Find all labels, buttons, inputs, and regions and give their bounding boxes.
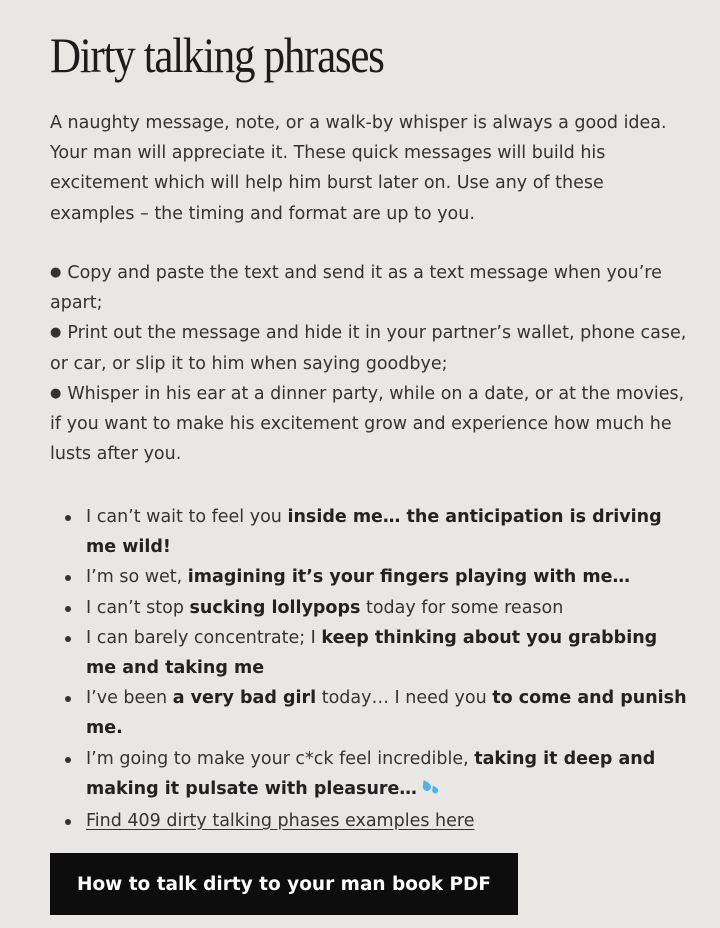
tips-list bbox=[50, 258, 690, 469]
example-text-bold: keep thinking about you grabbing me and taking me bbox=[86, 627, 658, 679]
tip-text: Copy and paste the text and send it as a text message when you’re apart; bbox=[50, 263, 662, 314]
example-text: I’m so wet, bbox=[86, 567, 188, 588]
example-item bbox=[50, 744, 690, 806]
example-text: today for some reason bbox=[360, 597, 564, 618]
example-text-bold: a very bad girl bbox=[172, 688, 317, 709]
example-text: I can barely concentrate; I bbox=[86, 627, 322, 648]
example-item bbox=[50, 562, 690, 592]
tip-text: Print out the message and hide it in your partner’s wallet, phone case, or car, or slip it to him when saying goodbye; bbox=[50, 323, 687, 374]
tip-item bbox=[50, 318, 690, 378]
tip-item bbox=[50, 379, 690, 470]
example-text: today… I need you bbox=[316, 688, 493, 709]
example-text-bold: taking it deep and making it pulsate with pleasure… bbox=[86, 748, 656, 799]
bullet-icon: ● bbox=[50, 325, 62, 341]
example-text: I’m going to make your c*ck feel incredible, bbox=[86, 748, 475, 769]
example-item bbox=[50, 502, 690, 562]
example-item bbox=[50, 683, 690, 743]
page-title: Dirty talking phrases bbox=[50, 27, 384, 83]
examples-list bbox=[50, 502, 690, 836]
example-text-bold: sucking lollypops bbox=[189, 597, 361, 618]
example-text: I can’t wait to feel you bbox=[86, 507, 288, 527]
example-text-bold: inside me… the anticipation is driving me wild! bbox=[86, 507, 662, 558]
intro-paragraph: A naughty message, note, or a walk-by whisper is always a good idea. Your man will appreciate it. These quick messages will build his excitement which will help him burst later on. Use any of these examples – the timing and format are up to you. bbox=[50, 113, 667, 224]
example-text: I’ve been bbox=[86, 688, 173, 709]
example-text-bold: imagining it’s your fingers playing with me… bbox=[187, 567, 630, 588]
bullet-icon: ● bbox=[50, 265, 62, 280]
sweat-droplets-icon bbox=[421, 776, 441, 806]
example-item bbox=[50, 623, 690, 683]
examples-link[interactable]: Find 409 dirty talking phases examples here bbox=[86, 811, 475, 832]
tip-text: Whisper in his ear at a dinner party, while on a date, or at the movies, if you want to make his excitement grow and experience how much he lusts after you. bbox=[50, 383, 685, 465]
book-pdf-button[interactable]: How to talk dirty to your man book PDF bbox=[50, 853, 518, 915]
bullet-icon: ● bbox=[50, 385, 62, 401]
example-item bbox=[50, 806, 690, 836]
example-text-bold: to come and punish me. bbox=[86, 688, 687, 739]
tip-item bbox=[50, 258, 690, 318]
example-text: I can’t stop bbox=[86, 597, 190, 618]
example-item bbox=[50, 593, 690, 623]
